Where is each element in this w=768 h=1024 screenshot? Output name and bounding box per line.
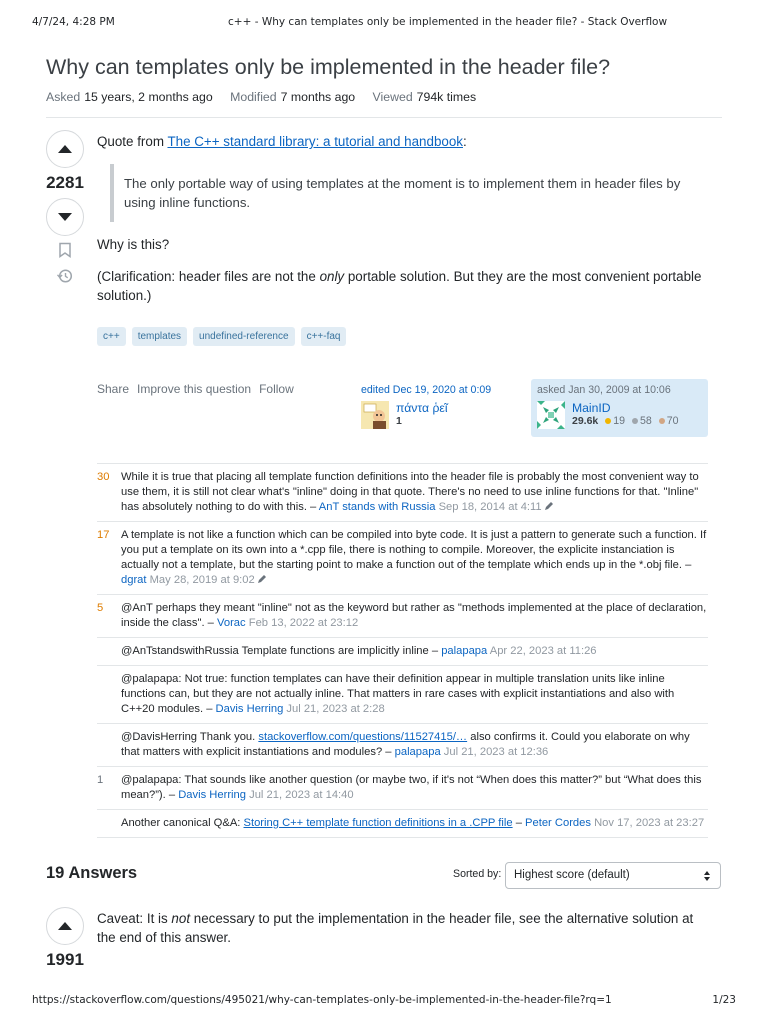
post-menu xyxy=(97,382,294,396)
gold-badge-count: 19 xyxy=(613,415,626,427)
comment-date[interactable]: May 28, 2019 at 9:02 xyxy=(149,574,255,586)
comment xyxy=(97,522,708,595)
upvote-button[interactable] xyxy=(46,130,84,168)
comment-date[interactable]: Jul 21, 2023 at 14:40 xyxy=(249,789,354,801)
silver-badge-icon xyxy=(632,418,638,424)
comment-user[interactable]: dgrat xyxy=(121,574,147,586)
bronze-badge-icon xyxy=(659,418,665,424)
select-arrows-icon xyxy=(702,870,712,882)
editor-user xyxy=(361,401,491,429)
comment-user[interactable]: Vorac xyxy=(217,617,246,629)
owner-avatar[interactable] xyxy=(537,401,565,429)
answer-text-a: Caveat: It is xyxy=(97,911,172,926)
tag-undefined-reference[interactable]: undefined-reference xyxy=(193,327,295,346)
improve-question-link[interactable]: Improve this question xyxy=(137,382,252,396)
comment-date[interactable]: Jul 21, 2023 at 2:28 xyxy=(286,703,385,715)
comment-date[interactable]: Jul 21, 2023 at 12:36 xyxy=(443,746,549,758)
comment-date[interactable]: Sep 18, 2014 at 4:11 xyxy=(438,501,542,513)
follow-link[interactable]: Follow xyxy=(259,382,294,396)
comment-user[interactable]: Davis Herring xyxy=(178,789,246,801)
tag-cpp[interactable]: c++ xyxy=(97,327,126,346)
book-link[interactable]: The C++ standard library: a tutorial and handbook xyxy=(167,134,463,149)
comment-date[interactable]: Feb 13, 2022 at 23:12 xyxy=(248,617,359,629)
editor-name[interactable]: πάντα ῥεῖ xyxy=(396,401,448,415)
comment-text-cont: also confirms it. Could you elaborate on why that matters with explicit instantiations and modules? – xyxy=(121,731,690,758)
comment-score: 5 xyxy=(97,602,104,614)
bookmark-icon[interactable] xyxy=(57,242,73,258)
bronze-badge-count: 70 xyxy=(666,415,679,427)
blockquote: The only portable way of using templates at the moment is to implement them in header files by using inline functions. xyxy=(110,164,705,222)
clarification-part-a: (Clarification: header files are not the xyxy=(97,269,320,284)
quote-intro-text: Quote from xyxy=(97,134,168,149)
tag-cpp-faq[interactable]: c++-faq xyxy=(301,327,347,346)
print-title: c++ - Why can templates only be implemented in the header file? - Stack Overflow xyxy=(228,16,668,28)
sort-label: Sorted by: xyxy=(453,868,502,880)
comment-score: 17 xyxy=(97,529,110,541)
print-header xyxy=(32,16,736,30)
owner-reputation: 29.6k xyxy=(572,415,599,427)
comment-score: 1 xyxy=(97,774,104,786)
tag-templates[interactable]: templates xyxy=(132,327,187,346)
print-url: https://stackoverflow.com/questions/495021/why-can-templates-only-be-implemented-in-the-header-file?rq=1 xyxy=(32,994,612,1006)
quote-colon: : xyxy=(463,134,467,149)
comment xyxy=(97,724,708,767)
comment-date[interactable]: Nov 17, 2023 at 23:27 xyxy=(594,817,705,829)
print-page-number: 1/23 xyxy=(712,994,736,1006)
comment-score: 30 xyxy=(97,471,110,483)
comment-user[interactable]: palapapa xyxy=(441,645,488,657)
answer-upvote-button[interactable] xyxy=(46,907,84,945)
asked-value[interactable]: 15 years, 2 months ago xyxy=(84,90,213,104)
comment-body xyxy=(121,817,704,829)
comment-text: While it is true that placing all template function definitions into the header file is probably the most convenient way to use them, it is still not clear what's "inline" doing in that quote. There's no need to use inline functions for that. "Inline" has absolutely nothing to do with this. – xyxy=(121,471,699,513)
title-divider xyxy=(46,117,722,118)
arrow-up-icon xyxy=(57,144,73,154)
comment-link[interactable]: stackoverflow.com/questions/11527415/… xyxy=(258,731,468,743)
sort-select[interactable] xyxy=(505,862,721,889)
owner-name[interactable]: MainID xyxy=(572,401,611,415)
comment xyxy=(97,810,708,838)
question-title[interactable]: Why can templates only be implemented in the header file? xyxy=(46,55,611,79)
silver-badges xyxy=(632,415,652,427)
clarification-part-b: portable solution. But they are the most convenient portable solution.) xyxy=(97,269,702,303)
edited-timestamp[interactable]: edited Dec 19, 2020 at 0:09 xyxy=(361,384,492,396)
comment-user[interactable]: Peter Cordes xyxy=(525,817,591,829)
answer-text-b: necessary to put the implementation in the header file, see the alternative solution at the end of this answer. xyxy=(97,911,694,945)
answer-score: 1991 xyxy=(46,950,84,969)
owner-user xyxy=(537,401,679,429)
comment-text: @palapapa: Not true: function templates can have their definition appear in multiple translation units like inline functions can, but they are not actually inline. That matters in rare cases with explicit instantiations and also with C++20 modules. – xyxy=(121,673,675,715)
quote-intro xyxy=(97,132,707,151)
editor-signature xyxy=(361,384,491,429)
sort-selected-value: Highest score (default) xyxy=(514,869,630,881)
comment-text: A template is not like a function which can be compiled into byte code. It is just a pattern to generate such a function. If you put a template on its own into a *.cpp file, there is nothing to compile. Moreover, the explicite instanciation is actually not a template, but the starting point to make a function out of the template which ends up in the *.obj file. – xyxy=(121,529,707,571)
comment-text: @AnTstandswithRussia Template functions are implicitly inline – xyxy=(121,645,442,657)
asked-timestamp[interactable]: asked Jan 30, 2009 at 10:06 xyxy=(537,384,671,396)
print-footer xyxy=(32,994,736,1008)
share-link[interactable]: Share xyxy=(97,382,130,396)
pencil-icon xyxy=(257,574,267,584)
comment-link[interactable]: Storing C++ template function definitions in a .CPP file xyxy=(243,817,513,829)
print-date: 4/7/24, 4:28 PM xyxy=(32,16,115,28)
editor-avatar[interactable] xyxy=(361,401,389,429)
comment-text: @AnT perhaps they meant "inline" not as the keyword but rather as "methods implemented at the place of declaration, inside the class". – xyxy=(121,602,707,629)
comment xyxy=(97,767,708,810)
comment-body xyxy=(121,774,701,801)
question-meta xyxy=(46,90,490,104)
comment-text: Another canonical Q&A: xyxy=(121,817,244,829)
why-text: Why is this? xyxy=(97,237,170,252)
viewed-value: 794k times xyxy=(416,90,477,104)
editor-reputation: 1 xyxy=(396,415,402,427)
downvote-button[interactable] xyxy=(46,198,84,236)
tag-list xyxy=(97,327,346,346)
answer-emphasis: not xyxy=(171,911,191,926)
owner-signature xyxy=(537,384,679,429)
comment-text-cont: – xyxy=(512,817,526,829)
bronze-badges xyxy=(659,415,679,427)
history-icon[interactable] xyxy=(57,268,73,284)
comment-body xyxy=(121,731,690,758)
comment-body xyxy=(121,602,706,629)
question-score: 2281 xyxy=(46,173,84,192)
comment-body xyxy=(121,529,706,586)
answer-caveat xyxy=(97,909,707,947)
comment-body xyxy=(121,673,674,715)
comment-user[interactable]: Davis Herring xyxy=(215,703,284,715)
clarification-emphasis: only xyxy=(319,269,345,284)
comment-user[interactable]: AnT stands with Russia xyxy=(318,501,436,513)
comment-list xyxy=(97,463,708,838)
arrow-up-icon xyxy=(57,921,73,931)
clarification-text xyxy=(97,267,707,305)
gold-badge-icon xyxy=(605,418,611,424)
silver-badge-count: 58 xyxy=(639,415,652,427)
comment xyxy=(97,464,708,522)
comment-user[interactable]: palapapa xyxy=(394,746,441,758)
modified-label: Modified xyxy=(230,90,277,104)
comment-body xyxy=(121,645,597,657)
viewed-label: Viewed xyxy=(372,90,413,104)
answers-count-heading: 19 Answers xyxy=(46,864,138,882)
comment xyxy=(97,638,708,666)
comment-text: @palapapa: That sounds like another question (or maybe two, if it's not “When does this matter?” but “What does this mean?”). – xyxy=(121,774,702,801)
comment xyxy=(97,666,708,724)
comment-date[interactable]: Apr 22, 2023 at 11:26 xyxy=(489,645,597,657)
comment xyxy=(97,595,708,638)
modified-value[interactable]: 7 months ago xyxy=(280,90,356,104)
comment-text: @DavisHerring Thank you. xyxy=(121,731,259,743)
asked-label: Asked xyxy=(46,90,81,104)
gold-badges xyxy=(605,415,625,427)
comment-body xyxy=(121,471,699,513)
arrow-down-icon xyxy=(57,212,73,222)
pencil-icon xyxy=(544,501,554,511)
